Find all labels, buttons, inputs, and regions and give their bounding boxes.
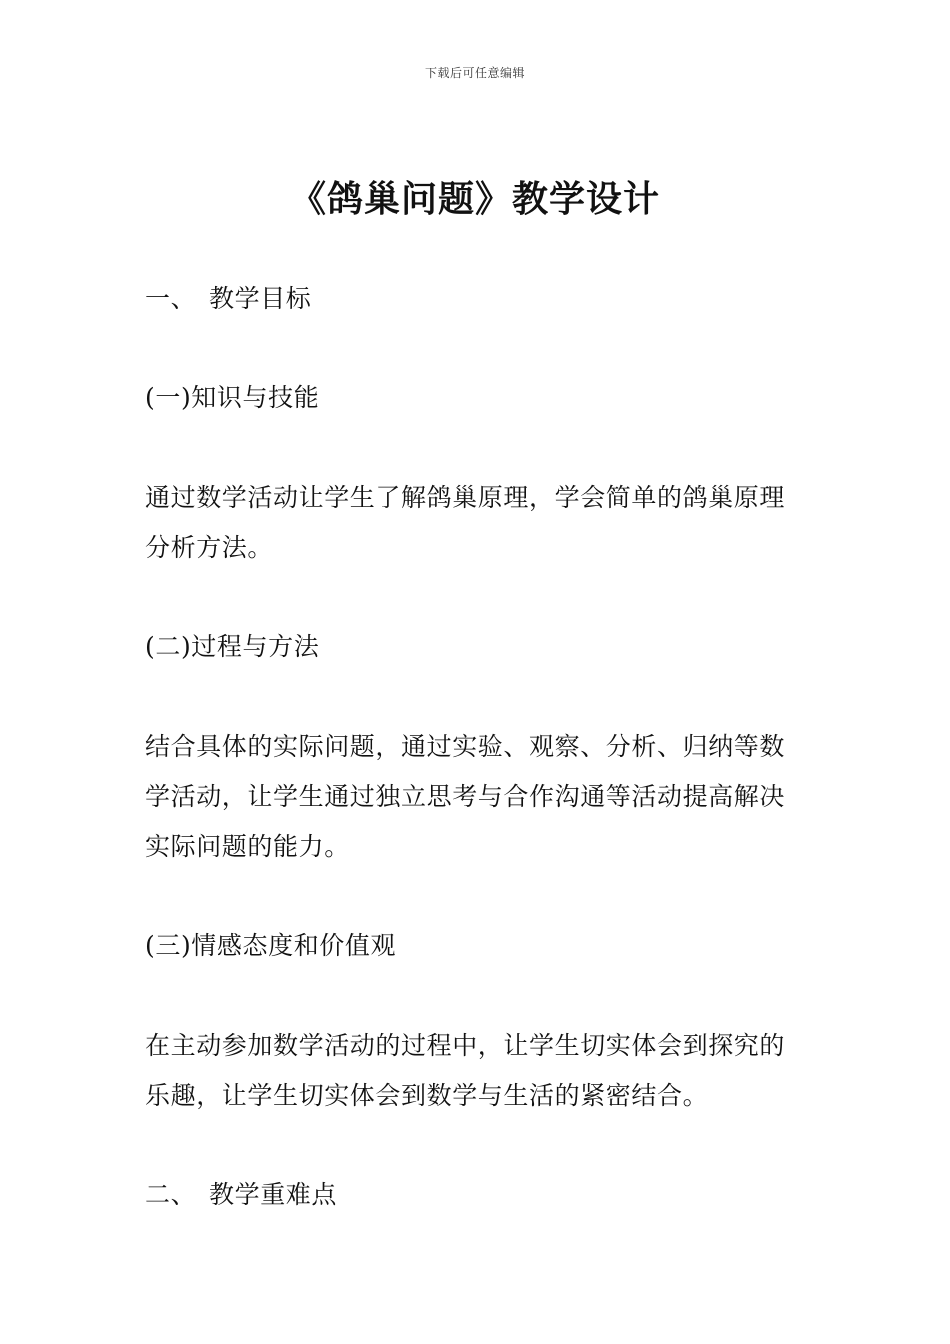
paragraph-line: 学活动，让学生通过独立思考与合作沟通等活动提高解决: [145, 782, 786, 811]
section-heading-objectives: [145, 274, 815, 324]
document-title: 《鸽巢问题》教学设计: [289, 178, 660, 220]
paragraph-line: 实际问题的能力。: [145, 832, 350, 861]
header-note: 下载后可任意编辑: [424, 66, 525, 80]
paragraph-line: 分析方法。: [145, 533, 274, 562]
section-label: 教学目标: [209, 284, 312, 313]
paragraph-line: 结合具体的实际问题，通过实验、观察、分析、归纳等数: [145, 732, 786, 761]
paragraph-line: 在主动参加数学活动的过程中，让学生切实体会到探究的: [145, 1031, 786, 1060]
subheading-emotion-values: (三)情感态度和价值观: [145, 931, 397, 960]
paragraph-line: 通过数学活动让学生了解鸽巢原理，学会简单的鸽巢原理: [145, 483, 786, 512]
subheading-knowledge-skills: (一)知识与技能: [145, 383, 320, 412]
paragraph-line: 乐趣，让学生切实体会到数学与生活的紧密结合。: [145, 1081, 709, 1110]
section-number: 二、: [145, 1180, 197, 1209]
section-heading-key-difficulties: [145, 1170, 815, 1220]
subheading-process-methods: (二)过程与方法: [145, 632, 320, 661]
section-label: 教学重难点: [209, 1180, 338, 1209]
section-number: 一、: [145, 284, 197, 313]
